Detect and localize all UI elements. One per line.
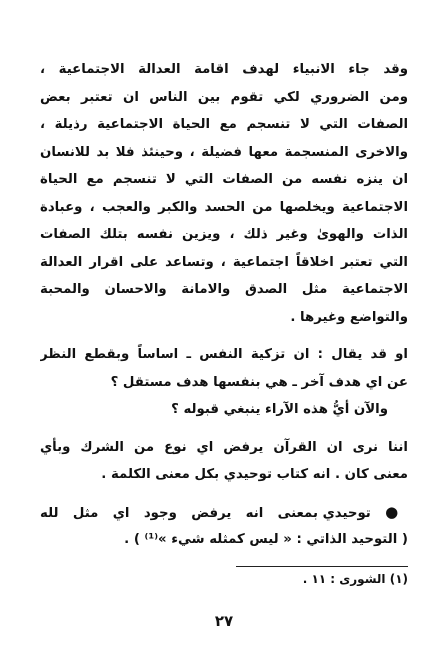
bullet-icon: ● — [385, 502, 408, 521]
page-body — [40, 56, 408, 554]
paragraph-4 — [40, 434, 408, 489]
text-line: الصفات التي لا تنسجم مع الحياة الاجتماعية رذيلة ، — [40, 117, 408, 132]
text-line: وقد جاء الانبياء لهدف اقامة العدالة الاجتماعية ، — [40, 62, 408, 77]
paragraph-2 — [40, 341, 408, 396]
text-line: والتواضع وغيرها . — [290, 309, 408, 325]
text-line: معنى كان . انه كتاب توحيدي بكل معنى الكلمة . — [101, 467, 408, 482]
text-line: ومن الضروري لكي تقوم بين الناس ان تعتبر بعض — [40, 89, 408, 105]
text-line: ( التوحيد الذاتي : « ليس كمثله شيء »⁽¹⁾ ) . — [124, 532, 408, 547]
text-line: ان ينزه نفسه من الصفات التي لا تنسجم مع الحياة — [40, 172, 408, 187]
text-line: والاخرى المنسجمة معها فضيلة ، وحينئذ فلا بد للانسان — [40, 144, 408, 160]
text-line: الاجتماعية ويخلصها من الحسد والكبر والعجب ، وعبادة — [40, 199, 408, 215]
text-line: الذات والهوىٰ وغير ذلك ، ويزين نفسه بتلك الصفات — [40, 227, 408, 242]
bullet-text: توحيدي بمعنى انه يرفض وجود اي مثل لله — [40, 505, 371, 521]
paragraph-3 — [40, 396, 408, 424]
footnote: (١) الشورى : ١١ . — [302, 572, 408, 586]
text-line: اننا نرى ان القرآن يرفض اي نوع من الشرك وبأي — [40, 439, 408, 455]
paragraph-5 — [40, 499, 408, 554]
text-line: الاجتماعية مثل الصدق والامانة والاحسان والمحبة — [40, 282, 408, 297]
paragraph-1 — [40, 56, 408, 331]
text-line: التي تعتبر اخلاقاً اجتماعية ، وتساعد على اقرار العدالة — [40, 254, 408, 270]
text-line: عن اي هدف آخر ـ هي بنفسها هدف مستقل ؟ — [110, 374, 408, 390]
page-number: ٢٧ — [214, 612, 234, 630]
text-line: والآن أيُّ هذه الآراء ينبغي قبوله ؟ — [171, 402, 388, 417]
text-line — [40, 499, 408, 527]
footnote-divider — [236, 566, 408, 567]
text-line: او قد يقال : ان تزكية النفس ـ اساساً وبقطع النظر — [40, 347, 408, 362]
